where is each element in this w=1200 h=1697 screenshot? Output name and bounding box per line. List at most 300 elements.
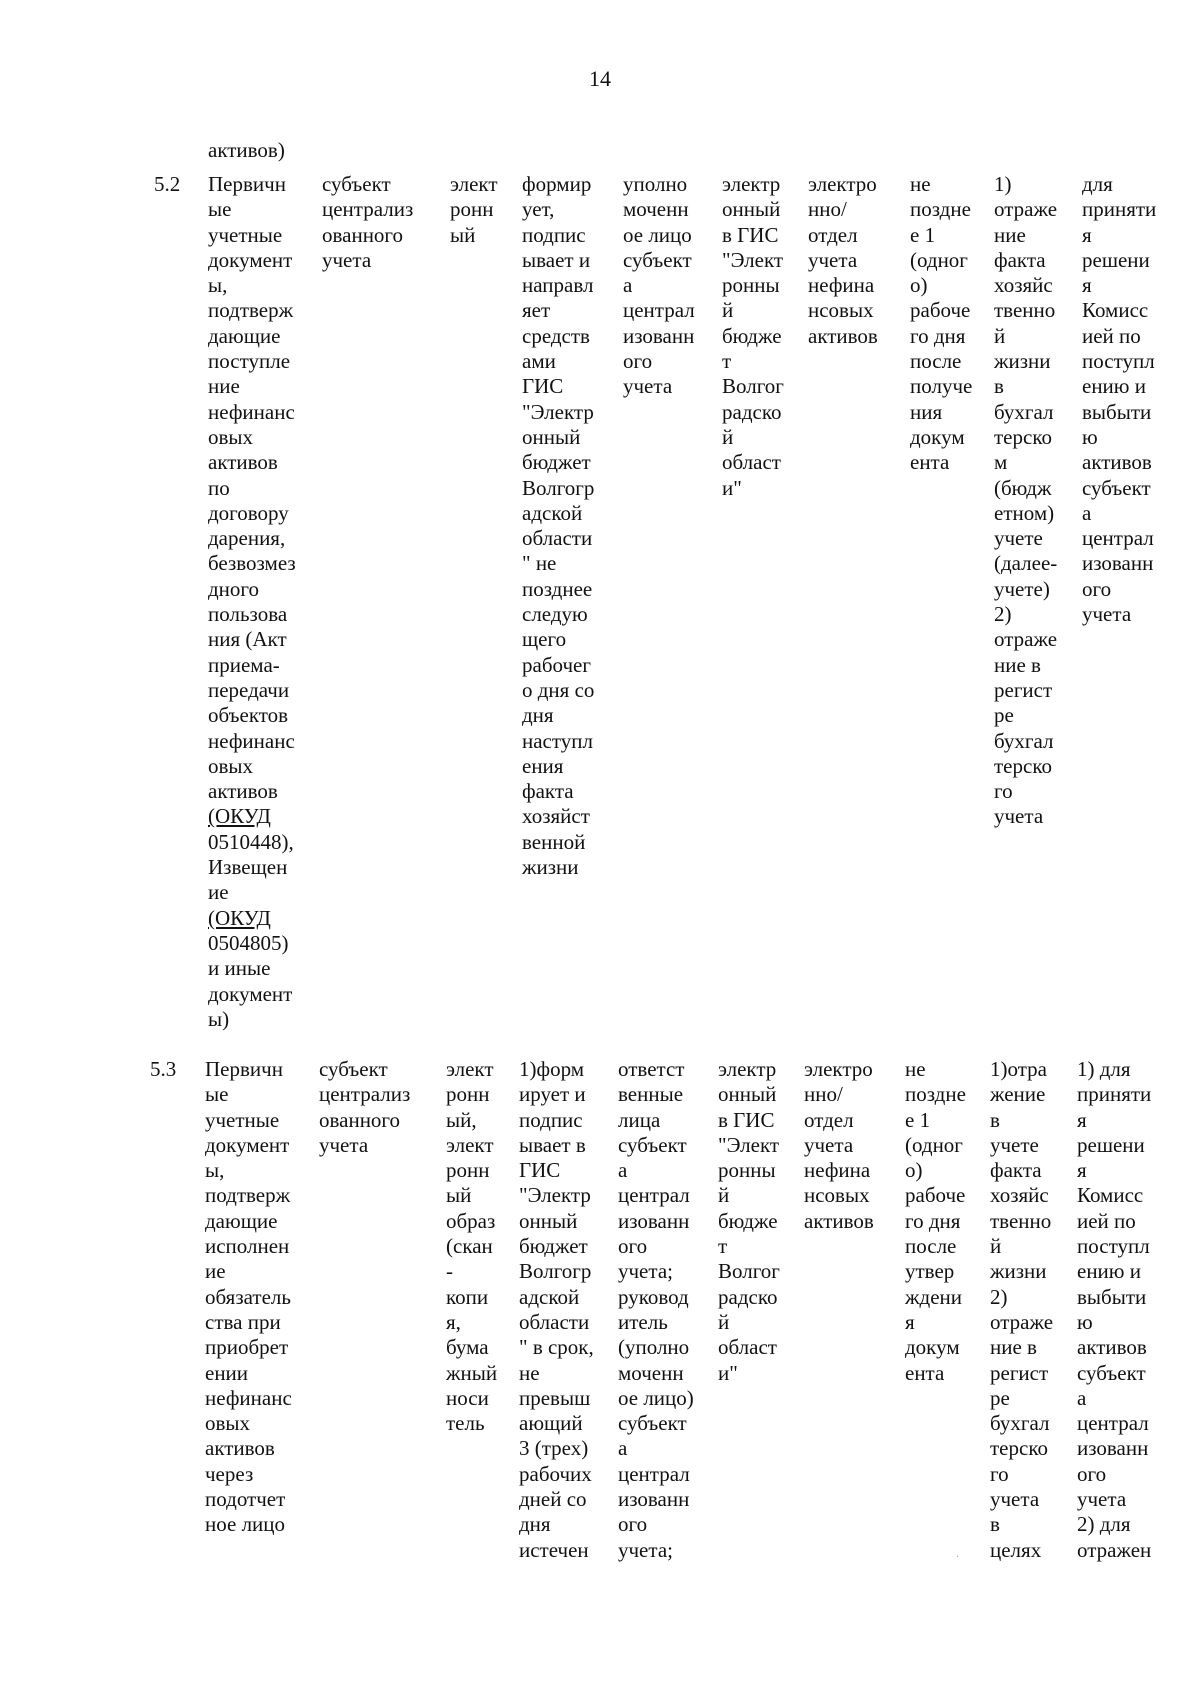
cell-line: решени: [1082, 247, 1150, 272]
cell-line: го дня: [905, 1208, 961, 1233]
cell-line: (ОКУД: [208, 804, 271, 829]
cell-line: й: [718, 1183, 730, 1208]
cell-line: рабочег: [522, 652, 591, 677]
cell-line: Комисс: [1077, 1183, 1144, 1208]
cell-line: й: [722, 424, 734, 449]
cell-line: активов: [205, 1436, 275, 1461]
cell-line: бюдже: [722, 323, 782, 348]
cell-line: го: [990, 1461, 1009, 1486]
cell-line: ронны: [722, 273, 780, 298]
cell-line: ого: [1082, 576, 1112, 601]
cell-line: итель: [618, 1309, 668, 1334]
cell-recipient: [804, 1057, 874, 1234]
cell-line: по: [208, 475, 230, 500]
cell-line: й: [990, 1234, 1002, 1259]
cell-line: поздне: [910, 197, 971, 222]
cell-line: ние: [208, 374, 240, 399]
cell-line: ывает в: [519, 1132, 586, 1157]
cell-line: ы,: [205, 1158, 225, 1183]
cell-line: ы,: [208, 273, 228, 298]
cell-line: субъект: [1077, 1360, 1146, 1385]
cell-line: ые: [205, 1082, 229, 1107]
cell-line: го дня: [910, 323, 966, 348]
cell-line: централ: [623, 298, 695, 323]
cell-line: терско: [994, 753, 1052, 778]
cell-line: Волгогр: [519, 1259, 592, 1284]
cell-line: 2): [994, 602, 1012, 627]
cell-line: дарения,: [208, 526, 286, 551]
cell-line: Извещен: [208, 855, 288, 880]
cell-line: дающие: [205, 1208, 278, 1233]
cell-line: Первичн: [208, 172, 286, 196]
cell-line: поступле: [208, 349, 291, 374]
cell-line: (одног: [910, 247, 968, 272]
cell-line: овых: [205, 1411, 251, 1436]
cell-line: документ: [208, 247, 293, 272]
cell-line: уполно: [623, 172, 688, 196]
cell-line: рабочих: [519, 1461, 592, 1486]
cell-line: "Элект: [718, 1132, 780, 1157]
cell-line: дней со: [519, 1487, 587, 1512]
cell-line: адской: [519, 1284, 580, 1309]
cell-line: хозяйс: [990, 1183, 1049, 1208]
cell-line: адской: [522, 500, 583, 525]
cell-line: -: [446, 1259, 453, 1284]
cell-line: ении: [205, 1360, 249, 1385]
cell-line: факта: [990, 1158, 1042, 1183]
cell-line: ого: [618, 1512, 648, 1537]
cell-line: ре: [994, 703, 1014, 728]
cell-line: учета: [808, 247, 858, 272]
cell-line: приема-: [208, 652, 280, 677]
cell-line: ого: [623, 349, 653, 374]
cell-line: нефина: [804, 1158, 871, 1183]
cell-line: отраже: [994, 197, 1058, 222]
cell-deadline: [910, 172, 972, 476]
cell-procedure: [522, 172, 594, 880]
cell-line: электро: [808, 172, 877, 196]
cell-line: отдел: [804, 1107, 854, 1132]
cell-line: ованного: [319, 1107, 401, 1132]
cell-line: регист: [990, 1360, 1049, 1385]
cell-line: я: [905, 1309, 915, 1334]
cell-line: овых: [208, 753, 254, 778]
cell-line: я,: [446, 1309, 461, 1334]
cell-line: й: [722, 298, 734, 323]
cell-line: ый: [446, 1183, 472, 1208]
cell-line: я: [1077, 1107, 1087, 1132]
cell-line: а: [618, 1158, 628, 1183]
cell-line: активов: [808, 323, 878, 348]
cell-line: го: [994, 779, 1013, 804]
cell-line: ией по: [1077, 1208, 1136, 1233]
cell-signer: [618, 1057, 694, 1563]
cell-line: рабоче: [910, 298, 971, 323]
cell-line: я: [1082, 222, 1092, 247]
cell-line: овых: [208, 424, 254, 449]
cell-line: жизни: [522, 855, 579, 880]
cell-line: области: [519, 1309, 590, 1334]
cell-line: нсовых: [804, 1183, 870, 1208]
cell-line: твенно: [994, 298, 1056, 323]
cell-line: (далее-: [994, 551, 1058, 576]
cell-line: электр: [718, 1057, 777, 1081]
cell-line: я: [1077, 1158, 1087, 1183]
cell-line: ающий: [519, 1411, 583, 1436]
cell-line: целях: [990, 1537, 1042, 1562]
cell-line: нно/: [804, 1082, 843, 1107]
cell-line: централиз: [322, 197, 414, 222]
cell-line: и иные: [208, 956, 271, 981]
cell-line: жение: [990, 1082, 1046, 1107]
cell-line: ые: [208, 197, 232, 222]
cell-line: изованн: [618, 1208, 690, 1233]
cell-line: после: [905, 1234, 957, 1259]
cell-line: исполнен: [205, 1234, 290, 1259]
cell-line: ронны: [718, 1158, 776, 1183]
cell-line: субъект: [623, 247, 692, 272]
cell-line: бюджет: [522, 450, 591, 475]
cell-line: бухгал: [990, 1411, 1050, 1436]
cell-line: централ: [618, 1461, 690, 1486]
cell-line: радско: [722, 399, 782, 424]
cell-line: нно/: [808, 197, 847, 222]
cell-line: а: [1082, 500, 1092, 525]
cell-line: (скан: [446, 1234, 493, 1259]
cell-line: ие: [208, 880, 229, 905]
cell-responsible: [322, 172, 413, 273]
cell-form: [450, 172, 498, 248]
cell-line: ента: [905, 1360, 945, 1385]
cell-line: тель: [446, 1411, 485, 1436]
cell-line: образ: [446, 1208, 496, 1233]
cell-line: ению и: [1082, 374, 1146, 399]
cell-line: 1)отра: [990, 1057, 1047, 1081]
cell-line: м: [994, 450, 1008, 475]
cell-line: ства при: [205, 1309, 281, 1334]
cell-line: ого: [618, 1234, 648, 1259]
continuation-text: активов): [208, 138, 285, 162]
cell-line: ние в: [990, 1335, 1037, 1360]
cell-document: [208, 172, 296, 1032]
cell-line: факта: [522, 779, 574, 804]
cell-line: дня: [519, 1512, 551, 1537]
cell-line: субъект: [1082, 475, 1151, 500]
cell-line: венной: [522, 829, 586, 854]
cell-line: "Элект: [722, 247, 784, 272]
cell-line: элект: [446, 1057, 494, 1081]
cell-line: е 1: [910, 222, 936, 247]
cell-line: " в срок,: [519, 1335, 594, 1360]
cell-line: ый: [450, 222, 476, 247]
cell-line: выбыти: [1077, 1284, 1147, 1309]
cell-line: централ: [1077, 1411, 1149, 1436]
cell-line: Комисс: [1082, 298, 1149, 323]
page-number: 14: [589, 66, 611, 91]
cell-line: ией по: [1082, 323, 1141, 348]
cell-line: "Электр: [519, 1183, 591, 1208]
cell-line: бухгал: [994, 728, 1054, 753]
cell-line: изованн: [618, 1487, 690, 1512]
cell-line: яет: [522, 298, 551, 323]
cell-line: копи: [446, 1284, 489, 1309]
cell-line: жный: [446, 1360, 498, 1385]
cell-line: учета: [1082, 602, 1132, 627]
cell-line: област: [718, 1335, 777, 1360]
cell-line: учета: [804, 1132, 854, 1157]
cell-line: нефинанс: [208, 399, 295, 424]
cell-line: учета: [994, 804, 1044, 829]
cell-line: безвозмез: [208, 551, 296, 576]
cell-line: а: [623, 273, 633, 298]
cell-line: нефинанс: [208, 728, 295, 753]
cell-line: централ: [1082, 526, 1154, 551]
cell-line: изованн: [1082, 551, 1154, 576]
cell-line: ента: [910, 450, 950, 475]
cell-line: субъект: [322, 172, 391, 196]
cell-line: а: [618, 1436, 628, 1461]
cell-line: я: [1082, 273, 1092, 298]
cell-line: Волгогр: [522, 475, 595, 500]
cell-line: документ: [208, 981, 293, 1006]
cell-line: выбыти: [1082, 399, 1152, 424]
cell-line: " не: [522, 551, 557, 576]
cell-line: ре: [990, 1385, 1010, 1410]
cell-line: (ОКУД: [208, 905, 271, 930]
cell-line: нефина: [808, 273, 875, 298]
cell-line: дного: [208, 576, 260, 601]
cell-line: учетные: [205, 1107, 280, 1132]
row-number: 5.3: [150, 1057, 177, 1081]
cell-line: направл: [522, 273, 594, 298]
cell-line: ирует и: [519, 1082, 586, 1107]
cell-line: и": [718, 1360, 738, 1385]
cell-line: ние в: [994, 652, 1041, 677]
cell-line: элект: [446, 1132, 494, 1157]
cell-line: ния: [910, 399, 943, 424]
cell-line: хозяйс: [994, 273, 1053, 298]
cell-line: ГИС: [519, 1158, 561, 1183]
cell-line: централиз: [319, 1082, 411, 1107]
cell-line: а: [1077, 1385, 1087, 1410]
cell-line: учете: [994, 526, 1043, 551]
cell-line: регист: [994, 677, 1053, 702]
cell-line: дня: [522, 703, 554, 728]
cell-line: в: [990, 1512, 1000, 1537]
cell-line: о): [910, 273, 928, 298]
cell-line: в: [990, 1107, 1000, 1132]
cell-line: после: [910, 349, 962, 374]
cell-channel: [718, 1057, 780, 1386]
cell-line: Волгог: [722, 374, 784, 399]
cell-line: учета;: [618, 1259, 673, 1284]
cell-line: для: [1082, 172, 1113, 196]
cell-line: бухгал: [994, 399, 1054, 424]
cell-line: онный: [522, 424, 581, 449]
cell-line: 0510448),: [208, 829, 294, 854]
cell-line: учета: [990, 1487, 1040, 1512]
cell-line: ГИС: [522, 374, 564, 399]
cell-line: хозяйст: [522, 804, 590, 829]
cell-line: учета: [623, 374, 673, 399]
cell-line: ния (Акт: [208, 627, 287, 652]
cell-line: ы): [208, 1006, 230, 1031]
cell-line: 0504805): [208, 930, 289, 955]
cell-line: област: [722, 450, 781, 475]
cell-line: отраже: [990, 1309, 1054, 1334]
cell-line: области: [522, 526, 593, 551]
cell-line: учете): [994, 576, 1050, 601]
cell-line: е 1: [905, 1107, 931, 1132]
cell-line: формир: [522, 172, 592, 196]
cell-line: етном): [994, 500, 1055, 525]
cell-line: учета: [322, 247, 372, 272]
cell-line: подотчет: [205, 1487, 286, 1512]
cell-document: [205, 1057, 292, 1538]
cell-line: 2): [990, 1284, 1008, 1309]
cell-line: в ГИС: [722, 222, 779, 247]
cell-line: ждени: [905, 1284, 962, 1309]
cell-line: т: [722, 349, 732, 374]
cell-line: следую: [522, 602, 588, 627]
cell-line: не: [519, 1360, 540, 1385]
cell-line: элект: [450, 172, 498, 196]
cell-line: через: [205, 1461, 254, 1486]
cell-line: получе: [910, 374, 973, 399]
cell-line: бюдже: [718, 1208, 778, 1233]
cell-line: о): [905, 1158, 923, 1183]
cell-line: централ: [618, 1183, 690, 1208]
cell-procedure: [519, 1057, 594, 1563]
cell-line: субъект: [618, 1411, 687, 1436]
cell-line: приобрет: [205, 1335, 289, 1360]
cell-line: бума: [446, 1335, 489, 1360]
cell-line: ронн: [450, 197, 494, 222]
cell-line: факта: [994, 247, 1046, 272]
cell-purpose-2: [1082, 172, 1156, 627]
cell-line: ное лицо: [205, 1512, 286, 1537]
cell-purpose-1: [994, 172, 1057, 830]
cell-line: ю: [1077, 1309, 1093, 1334]
cell-line: й: [994, 323, 1006, 348]
cell-line: электр: [722, 172, 781, 196]
cell-line: ое лицо: [623, 222, 692, 247]
cell-line: приняти: [1082, 197, 1157, 222]
cell-line: ого: [1077, 1461, 1107, 1486]
cell-line: поздне: [905, 1082, 966, 1107]
cell-line: нсовых: [808, 298, 874, 323]
cell-line: наступл: [522, 728, 593, 753]
cell-channel: [722, 172, 784, 501]
cell-line: (одног: [905, 1132, 963, 1157]
cell-line: активов: [1082, 450, 1152, 475]
cell-line: ое лицо): [618, 1385, 694, 1410]
cell-line: учетные: [208, 222, 283, 247]
cell-line: отраже: [994, 627, 1058, 652]
cell-line: жизни: [990, 1259, 1047, 1284]
cell-line: 2) для: [1077, 1512, 1131, 1537]
cell-line: (уполно: [618, 1335, 690, 1360]
cell-line: средств: [522, 323, 590, 348]
cell-line: ронн: [446, 1158, 490, 1183]
cell-line: изованн: [1077, 1436, 1149, 1461]
cell-line: ами: [522, 349, 556, 374]
cell-line: объектов: [208, 703, 289, 728]
cell-line: договору: [208, 500, 289, 525]
cell-line: изованн: [623, 323, 695, 348]
cell-line: онный: [519, 1208, 578, 1233]
cell-line: учета: [319, 1132, 369, 1157]
cell-line: моченн: [618, 1360, 684, 1385]
cell-line: ие: [205, 1259, 226, 1284]
cell-signer: [623, 172, 695, 400]
cell-line: "Электр: [522, 399, 594, 424]
cell-line: щего: [522, 627, 567, 652]
cell-line: в ГИС: [718, 1107, 775, 1132]
cell-line: й: [718, 1309, 730, 1334]
cell-line: учета: [1077, 1487, 1127, 1512]
cell-line: т: [718, 1234, 728, 1259]
cell-line: венные: [618, 1082, 684, 1107]
cell-line: решени: [1077, 1132, 1145, 1157]
cell-line: истечен: [519, 1537, 589, 1562]
cell-line: подпис: [519, 1107, 583, 1132]
cell-line: подтверж: [205, 1183, 291, 1208]
cell-line: докум: [910, 424, 965, 449]
cell-line: субъект: [618, 1132, 687, 1157]
cell-line: Первичн: [205, 1057, 283, 1081]
cell-line: электро: [804, 1057, 873, 1081]
cell-line: передачи: [208, 677, 290, 702]
cell-line: субъект: [319, 1057, 388, 1081]
cell-line: ению и: [1077, 1259, 1141, 1284]
cell-form: [446, 1057, 497, 1436]
cell-line: радско: [718, 1284, 778, 1309]
cell-line: позднее: [522, 576, 593, 601]
cell-line: ние: [994, 222, 1026, 247]
cell-line: ует,: [522, 197, 555, 222]
cell-line: утвер: [905, 1259, 955, 1284]
cell-line: лица: [618, 1107, 661, 1132]
cell-line: онный: [718, 1082, 777, 1107]
cell-line: активов: [804, 1208, 874, 1233]
cell-line: 3 (трех): [519, 1436, 589, 1461]
cell-line: не: [905, 1057, 926, 1081]
cell-line: руковод: [618, 1284, 689, 1309]
cell-line: твенно: [990, 1208, 1052, 1233]
cell-line: носи: [446, 1385, 489, 1410]
cell-line: подпис: [522, 222, 586, 247]
cell-line: активов: [208, 779, 278, 804]
cell-recipient: [808, 172, 878, 349]
cell-line: 1)форм: [519, 1057, 585, 1081]
cell-line: активов: [208, 450, 278, 475]
cell-line: онный: [722, 197, 781, 222]
cell-line: отдел: [808, 222, 858, 247]
cell-line: обязатель: [205, 1284, 291, 1309]
cell-line: ывает и: [522, 247, 591, 272]
cell-line: ронн: [446, 1082, 490, 1107]
cell-line: дающие: [208, 323, 281, 348]
cell-responsible: [319, 1057, 410, 1158]
cell-line: докум: [905, 1335, 960, 1360]
cell-line: ответст: [618, 1057, 685, 1081]
cell-line: 1) для: [1077, 1057, 1131, 1081]
cell-line: терско: [990, 1436, 1048, 1461]
cell-line: моченн: [623, 197, 689, 222]
cell-line: ю: [1082, 424, 1098, 449]
cell-line: активов: [1077, 1335, 1147, 1360]
